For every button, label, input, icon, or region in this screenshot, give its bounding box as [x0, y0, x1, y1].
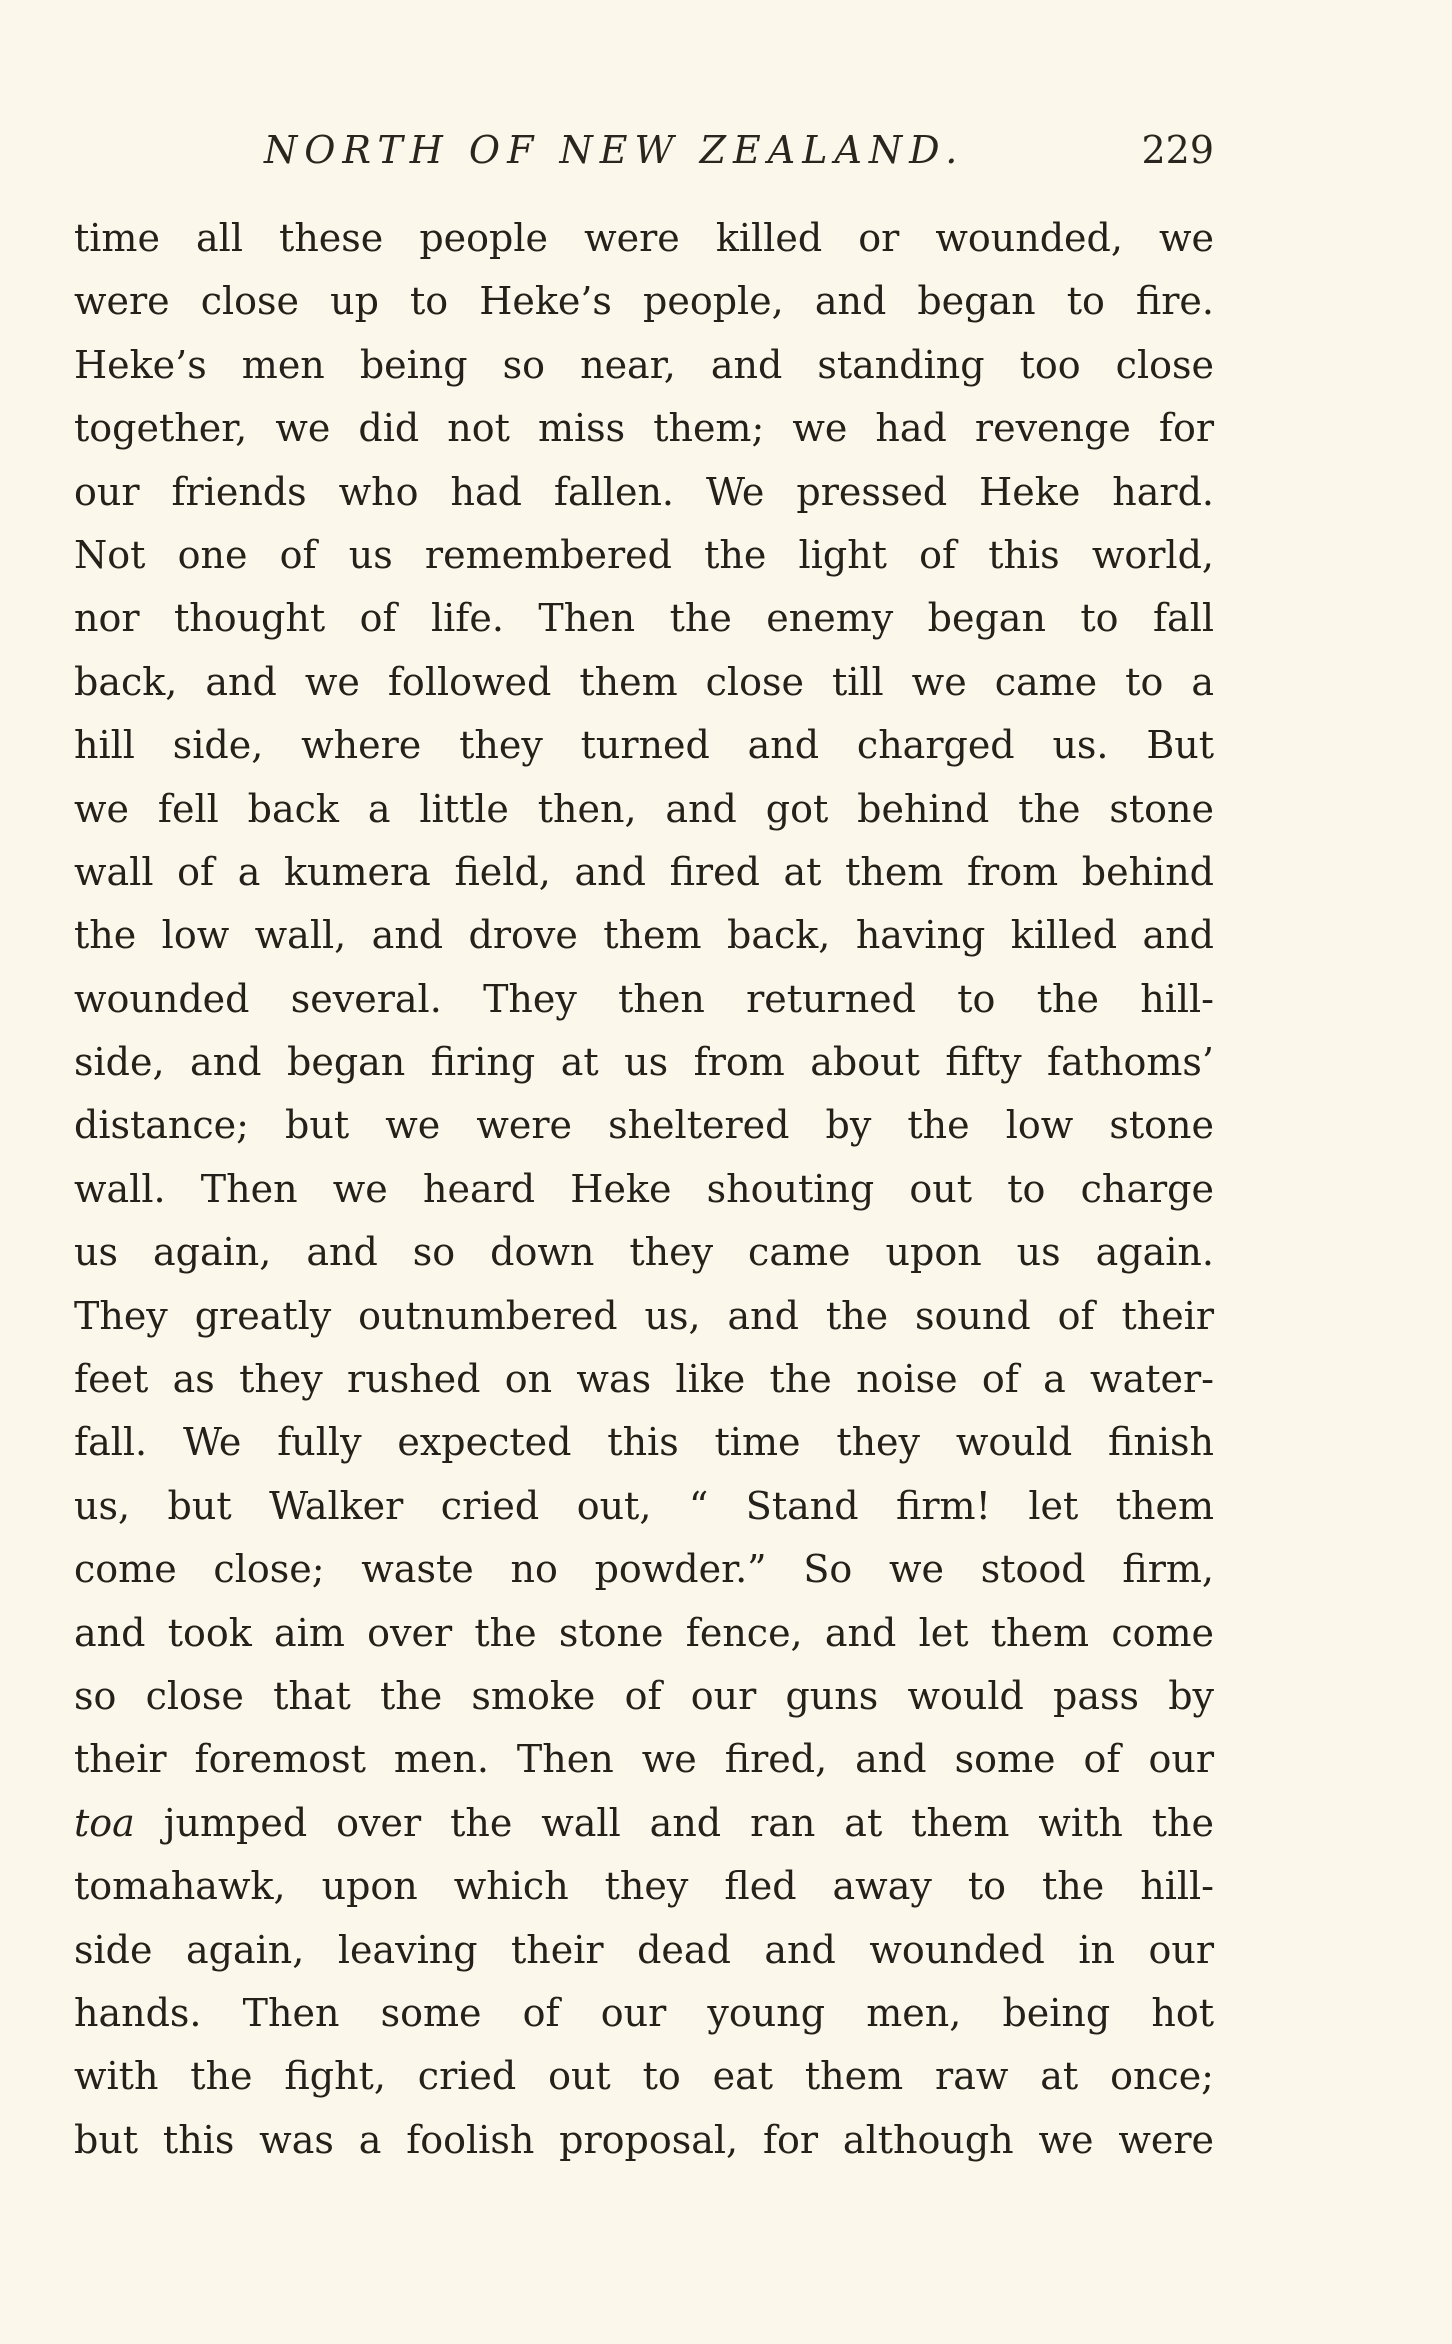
text-line: us, but Walker cried out, “ Stand firm! let them: [74, 1483, 1214, 1528]
running-title: NORTH OF NEW ZEALAND.: [264, 128, 965, 172]
text-line: wall of a kumera field, and fired at them from behind: [74, 849, 1214, 894]
body-text: [74, 207, 1214, 2172]
italic-word: toa: [74, 1800, 135, 1845]
text-line: wounded several. They then returned to the hill-: [74, 976, 1214, 1021]
text-line: with the fight, cried out to eat them raw at once;: [74, 2054, 1214, 2099]
text-line: tomahawk, upon which they fled away to the hill-: [74, 1864, 1214, 1909]
text-line: us again, and so down they came upon us again.: [74, 1230, 1214, 1275]
text-line: together, we did not miss them; we had revenge for: [74, 406, 1214, 451]
text-line: but this was a foolish proposal, for although we were: [74, 2117, 1214, 2162]
text-line: nor thought of life. Then the enemy began to fall: [74, 596, 1214, 641]
text-line: feet as they rushed on was like the noise of a water-: [74, 1357, 1214, 1402]
text-line: hill side, where they turned and charged us. But: [74, 723, 1214, 768]
text-line: Not one of us remembered the light of this world,: [74, 532, 1214, 577]
text-line: their foremost men. Then we fired, and some of our: [74, 1737, 1214, 1782]
text-line: time all these people were killed or wounded, we: [74, 216, 1214, 260]
text-line: and took aim over the stone fence, and let them come: [74, 1610, 1214, 1655]
page-number: 229: [1141, 128, 1214, 172]
text-line: Heke’s men being so near, and standing too close: [74, 342, 1214, 387]
text-line: so close that the smoke of our guns would pass by: [74, 1673, 1214, 1718]
text-line: we fell back a little then, and got behind the stone: [74, 786, 1214, 831]
text-line: back, and we followed them close till we came to a: [74, 659, 1214, 704]
text-line: fall. We fully expected this time they would finish: [74, 1420, 1214, 1465]
text-line: the low wall, and drove them back, having killed and: [74, 913, 1214, 958]
page-header: [74, 128, 1214, 188]
text-line: side, and began firing at us from about fifty fathoms’: [74, 1040, 1214, 1085]
text-line: distance; but we were sheltered by the low stone: [74, 1103, 1214, 1148]
text-line-with-italic: [74, 1792, 1214, 1855]
text-line-rest: jumped over the wall and ran at them with the: [163, 1800, 1214, 1845]
text-line: come close; waste no powder.” So we stood firm,: [74, 1547, 1214, 1592]
text-line: side again, leaving their dead and wounded in our: [74, 1927, 1214, 1972]
text-line: hands. Then some of our young men, being hot: [74, 1990, 1214, 2035]
text-line: our friends who had fallen. We pressed Heke hard.: [74, 469, 1214, 514]
text-line: wall. Then we heard Heke shouting out to charge: [74, 1166, 1214, 1211]
text-line: were close up to Heke’s people, and began to fire.: [74, 279, 1214, 324]
text-line: They greatly outnumbered us, and the sound of their: [74, 1293, 1214, 1338]
